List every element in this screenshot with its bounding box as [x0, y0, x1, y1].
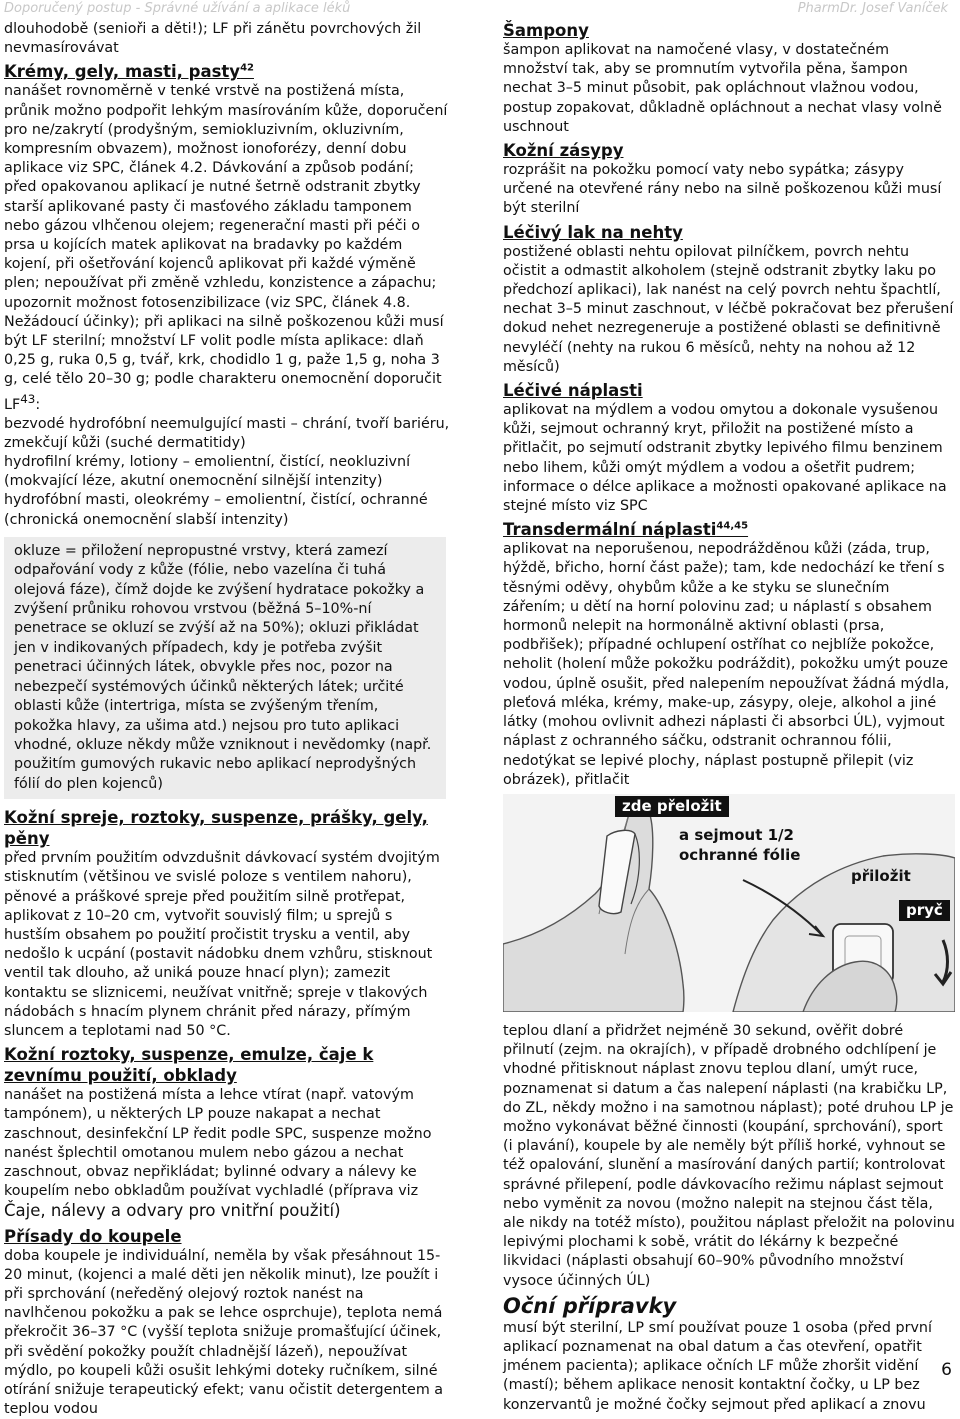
page-number: 6	[941, 1360, 952, 1380]
kremy-text-main: nanášet rovnoměrně v tenké vrstvě na postižená místa, průnik možno podpořit lehkým masírováním kůže, doporučení pro ne/zakrytí (prodyšným, semiokluzivním, okluzivním, kompresním obvazem), možnost ionoforézy, denní dobu aplikace viz SPC, článek 4.2. Dávkování a způsob podání; před opakovanou aplikací je nutné šetrně odstranit zbytky starší aplikované pasty či masťového základu tamponem nebo gázou vlhčenou olejem; regenerační masti při péči o prsa u kojících matek aplikovat na bradavky po každém kojení, při ošetřování kojenců aplikovat při každé výměně plen; nepoužívat při změně vzhledu, konzistence a zápachu; upozornit možnost fotosenzibilizace (viz SPC, článek 4.8. Nežádoucí účinky); při aplikaci na silně poškozenou kůži musí být LF sterilní; množství LF volit podle místa aplikace: dlaň 0,25 g, ruka 0,5 g, tvář, krk, chodidlo 1 g, paže 1,5 g, noha 3 g, celé tělo 20–30 g; podle charakteru onemocnění doporučit LF	[4, 83, 448, 413]
kremy-text	[4, 82, 450, 414]
roztoky-text-main: nanášet na postižená místa a lehce vtírat (např. vatovým tampónem), u některých LP pouze nakapat a nechat zaschnout, desinfekční LP ředit podle SPC, suspenze možno nanést šplechtil omotanou mulem nebo gázou a nechat zaschnout, obvaz nepřikládat; bylinné odvary a nálevy ke koupelím nebo obkladům používat vychladlé (příprava viz	[4, 1087, 432, 1200]
heading-ref: 42	[240, 62, 254, 74]
section-heading-ocni: Oční přípravky	[503, 1293, 677, 1318]
spreje-text: před prvním použitím odvzdušnit dávkovací systém dvojitým stisknutím (většinou ve svislé poloze s ventilem nahoru), pěnové a práškové spreje před použitím silně protřepat, aplikovat z 10–20 cm, vytvořit souvislý film; u sprejů s hustším obsahem po použití pročistit trysku a ventil, aby nedošlo k ucpání (postavit nádobku dnem vzhůru, stisknout ventil tak dlouho, až uniká pouze hnací plyn); zamezit kontaktu se sliznicemi, neužívat vnitřně; spreje v tlakových nádobách s hnacím plynem chránit před nárazy, přímým sluncem a teplotami nad 50 °C.	[4, 850, 440, 1039]
transdermalni-text: aplikovat na neporušenou, nepodrážděnou kůži (záda, trup, hýždě, břicho, horní část paže); tam, kde nedochází ke tření s těsnými oděvy, ohybům kůže a ke styku se slunečním zářením; u dětí na horní polovinu zad; u náplastí s obsahem hormonů nelepit na hormonálně aktivní oblasti (prsa, podbřišek); případné ochlupení ostříhat co nejblíže pokožce, neholit (holení může pokožku podráždit), pokožku umýt pouze vodou, úplně osušit, před nalepením nepoužívat žádná mýdla, pleťová mléka, krémy, make-up, zásypy, oleje, alkohol a jiné látky (mohou ovlivnit adhezi náplasti či absorbci ÚL), vyjmout náplast z ochranného sáčku, odstranit ochrannou fólii, nedotýkat se lepivé plochy, náplast postupně přilepit (viz obrázek), přitlačit	[503, 541, 950, 788]
section-heading-sampony: Šampony	[503, 21, 589, 40]
kremy-ref: 43	[20, 391, 36, 406]
section-heading-spreje: Kožní spreje, roztoky, suspenze, prášky, gely, pěny	[4, 808, 428, 849]
roztoky-text-ref: Čaje, nálevy a odvary pro vnitřní použití)	[4, 1201, 341, 1221]
section-heading-naplasti: Léčivé náplasti	[503, 381, 643, 401]
heading-ref: 44,45	[716, 520, 749, 532]
section-heading-transdermalni	[503, 519, 955, 540]
roztoky-text	[4, 1086, 450, 1222]
heading-text: Transdermální náplasti	[503, 520, 717, 540]
left-column	[4, 20, 450, 1419]
sampony-text: šampon aplikovat na namočené vlasy, v dostatečném množství tak, aby se promnutím vytvořila pěna, šampon nechat 3–5 minut působit, pak opláchnout vlažnou vodou, postup zopakovat, důkladně opláchnout a nechat vlasy volně uschnout	[503, 42, 942, 135]
kremy-line-1: bezvodé hydrofóbní neemulgující masti – chrání, tvoří bariéru, zmekčují kůži (suché dermatitidy)	[4, 415, 450, 451]
ocni-text: musí být sterilní, LP smí používat pouze 1 osoba (před první aplikací poznamenat na obal datum a čas otevření, opatřit jménem pacienta); aplikace očních LF může zhoršit vidění (mastí); během aplikace nenosit kontaktní čočky, u LP bez konzervantů je možné čočky sejmout před aplikací a znovu	[503, 1319, 932, 1413]
figure-label-away: pryč	[899, 900, 950, 921]
header-left: Doporučený postup - Správné užívání a aplikace léků	[4, 1, 351, 16]
okluze-box: okluze = přiložení nepropustné vrstvy, která zamezí odpařování vody z kůže (fólie, nebo vazelína či tuhá olejová fáze), čímž dojde ke zvýšení hydratace pokožky a zvýšení průniku rohovou vrstvou (běžná 5–10%-ní penetrace se okluzí se zvýší až na 50%); okluzi přikládat jen v indikovaných případech, kdy je potřeba zvýšit penetraci účinných látek, obvykle přes noc, pozor na nebezpečí systémových účinků některých látek; určité oblasti kůže (intertriga, místa se zvýšeným třením, pokožka hlavy, za ušima atd.) nejsou pro tuto aplikaci vhodné, okluze někdy může vzniknout i nevědomky (např. použitím gumových rukavic nebo aplikací neprodyšných fólií do plen kojenců)	[4, 537, 446, 799]
figure-label-fold: zde přeložit	[615, 796, 729, 817]
intro-text: dlouhodobě (senioři a děti!); LF při zánětu povrchových žil nevmasírovávat	[4, 21, 422, 57]
patch-figure	[503, 794, 955, 1012]
transdermalni-text-2: teplou dlaní a přidržet nejméně 30 sekund, ověřit dobré přilnutí (zejm. na okrajích), v případě drobného odchlípení je vhodné přitisknout náplast znovu teplou dlaní, umýt ruce, poznamenat si datum a čas nalepení náplasti (na krabičku LP, do ZL, někdy možno i na samotnou náplast); poté druhou LP je možno vykonávat běžné činnosti (koupání, sprchování), sport (i plavání), koupele by ale neměly být příliš horké, vyhnout se též opalování, slunění a masírování daných partií; kontrolovat správné přilepení, podle dávkovacího režimu náplast sejmout nebo vyměnit za novou (možno nalepit na stejnou část těla, ale nikdy na totéž místo), použitou náplast přeložit na polovinu lepivými plochami k sobě, vrátit do lékárny k bezpečné likvidaci (náplasti obsahují 60–90% původního množství vysoce účinných ÚL)	[503, 1022, 955, 1289]
section-heading-lak: Léčivý lak na nehty	[503, 222, 683, 242]
lak-text: postižené oblasti nehtu opilovat pilníčkem, povrch nehtu očistit a odmastit alkoholem (stejně odstranit zbytky laku po předchozí aplikaci), lak nanést na celý povrch nehtu špachtlí, nechat 3–5 minut zaschnout, v léčbě pokračovat bez přerušení dokud nehet nezregeneruje a postižené oblasti se definitivně nevyléčí (nehty na rukou 6 měsíců, nehty na nohou až 12 měsíců)	[503, 243, 954, 375]
prisady-text: doba koupele je individuální, neměla by však přesáhnout 15-20 minut, (kojenci a malé děti jen několik minut), lze použít i při sprchování (neředěný olejový roztok nanést na navlhčenou pokožku a pak se lehce osprchuje), teplota nemá překročit 36–37 °C (vyšší teplota snižuje promašťující účinek, při svědění pokožky použít chladnější lázeň), nepoužívat mýdlo, po koupeli kůži osušit lehkými doteky ručníkem, silné otírání snižuje terapeutický efekt; vanu očistit detergentem a teplou vodou	[4, 1247, 444, 1418]
figure-label-foil: ochranné fólie	[679, 845, 801, 864]
zasypy-text: rozprášit na pokožku pomocí vaty nebo sypátka; zásypy určené na otevřené rány nebo na silně poškozenou kůži musí být sterilní	[503, 162, 942, 217]
section-heading-prisady: Přísady do koupele	[4, 1226, 182, 1246]
right-column	[503, 20, 955, 1415]
figure-label-apply: přiložit	[851, 866, 911, 885]
kremy-line-2: hydrofilní krémy, lotiony – emolientní, čistící, neokluzivní (mokvající léze, akutní onemocnění silnější intenzity)	[4, 454, 411, 490]
section-heading-roztoky: Kožní roztoky, suspenze, emulze, čaje k zevnímu použití, obklady	[4, 1045, 374, 1086]
header-right: PharmDr. Josef Vaníček	[797, 1, 948, 16]
heading-text: Krémy, gely, masti, pasty	[4, 62, 241, 82]
naplasti-text: aplikovat na mýdlem a vodou omytou a dokonale vysušenou kůži, sejmout ochranný kryt, přiložit na postižené místo a přitlačit, po sejmutí odstranit zbytky lepivého filmu benzinem nebo lihem, kůži omýt mýdlem a vodou a ošetřit pudrem; informace o délce aplikace a možnosti opakované aplikace na stejné místo viz SPC	[503, 402, 947, 515]
kremy-line-3: hydrofóbní masti, oleokrémy – emolientní, čistící, ochranné (chronická onemocnění slabší intenzity)	[4, 492, 428, 528]
section-heading-kremy	[4, 61, 450, 82]
kremy-text-end: :	[35, 396, 41, 413]
section-heading-zasypy: Kožní zásypy	[503, 141, 624, 161]
figure-label-remove: a sejmout 1/2	[679, 825, 794, 844]
